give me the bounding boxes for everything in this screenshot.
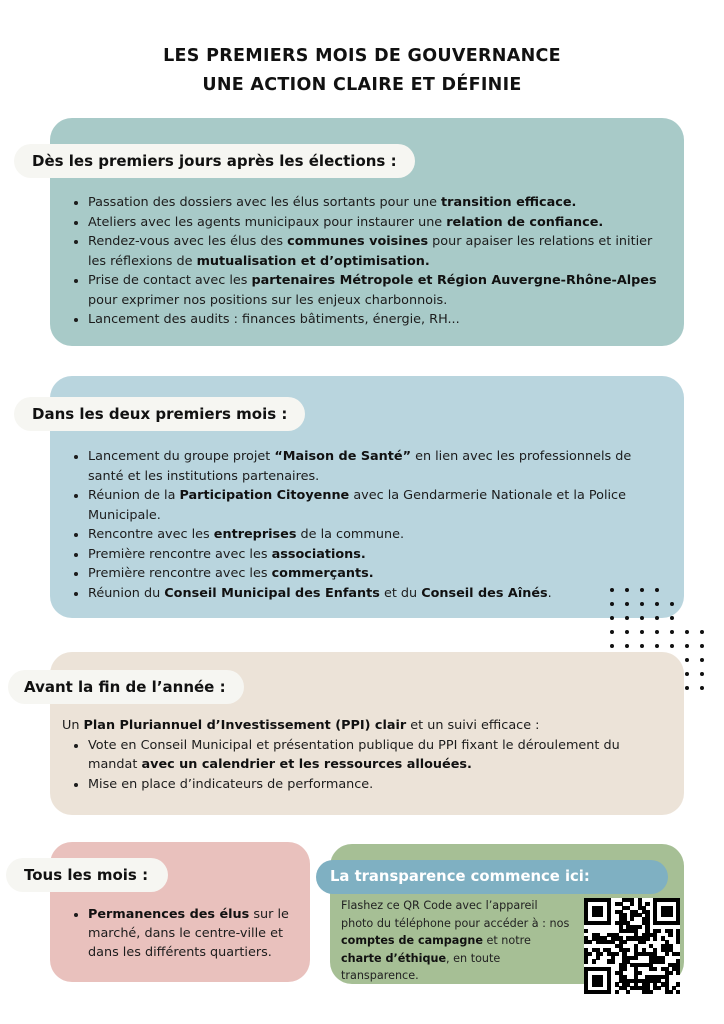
list-item: • Lancement des audits : finances bâtiments, énergie, RH...: [88, 310, 660, 330]
list-item: • Rencontre avec les entreprises de la commune.: [88, 525, 662, 545]
tous-mois-list: [70, 905, 302, 962]
deux-mois-list: [70, 447, 662, 603]
list-item: • Prise de contact avec les partenaires Métropole et Région Auvergne-Rhône-Alpes pour exprimer nos positions sur les enjeux charbonnois.: [88, 271, 660, 310]
list-item: • Mise en place d’indicateurs de performance.: [88, 775, 672, 795]
transparence-text: Flashez ce QR Code avec l’appareil photo du téléphone pour accéder à : nos comptes de campagne et notre charte d’éthique, en toute transparence.: [341, 899, 570, 982]
fin-annee-intro: Un Plan Pluriannuel d’Investissement (PPI) clair et un suivi efficace :: [62, 718, 540, 733]
elections-heading: Dès les premiers jours après les élections :: [14, 144, 415, 178]
list-item: • Première rencontre avec les commerçants.: [88, 564, 662, 584]
list-item: • Ateliers avec les agents municipaux pour instaurer une relation de confiance.: [88, 213, 660, 233]
transparence-heading: La transparence commence ici:: [316, 860, 668, 894]
list-item: • Rendez-vous avec les élus des communes voisines pour apaiser les relations et initier les réflexions de mutualisation et d’optimisation.: [88, 232, 660, 271]
qr-code-icon[interactable]: [584, 898, 680, 994]
page-title-line-1: LES PREMIERS MOIS DE GOUVERNANCE: [163, 46, 561, 66]
list-item: • Vote en Conseil Municipal et présentation publique du PPI fixant le déroulement du mandat avec un calendrier et les ressources allouées.: [88, 736, 672, 775]
fin-annee-heading: Avant la fin de l’année :: [8, 670, 244, 704]
fin-annee-content: [62, 716, 672, 794]
list-item: • Lancement du groupe projet “Maison de Santé” en lien avec les professionnels de santé et les institutions partenaires.: [88, 447, 662, 486]
list-item: • Réunion du Conseil Municipal des Enfants et du Conseil des Aînés.: [88, 584, 662, 604]
elections-list: [70, 193, 660, 330]
page-title: [0, 42, 724, 100]
deux-mois-heading: Dans les deux premiers mois :: [14, 397, 305, 431]
page-title-line-2: UNE ACTION CLAIRE ET DÉFINIE: [202, 75, 522, 95]
list-item: • Passation des dossiers avec les élus sortants pour une transition efficace.: [88, 193, 660, 213]
list-item: • Première rencontre avec les associations.: [88, 545, 662, 565]
list-item: • Réunion de la Participation Citoyenne avec la Gendarmerie Nationale et la Police Municipale.: [88, 486, 662, 525]
tous-mois-heading: Tous les mois :: [6, 858, 168, 892]
list-item: • Permanences des élus sur le marché, dans le centre-ville et dans les différents quartiers.: [88, 905, 302, 962]
